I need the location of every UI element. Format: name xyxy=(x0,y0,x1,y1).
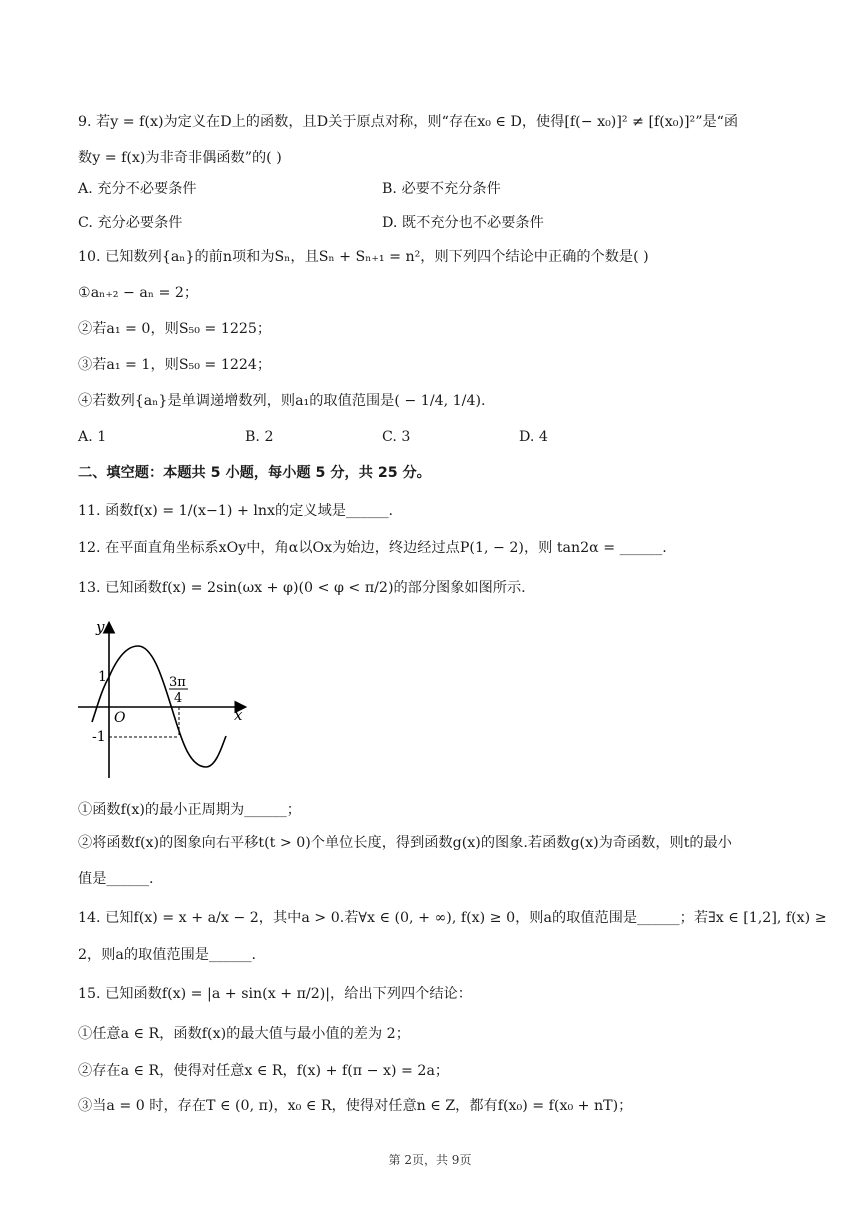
y-axis-label: y xyxy=(96,618,105,636)
q9-option-c: C. 充分必要条件 xyxy=(78,215,183,231)
q10-option-c: C. 3 xyxy=(382,429,411,445)
q9-line1: 9. 若y = f(x)为定义在D上的函数，且D关于原点对称，则“存在x₀ ∈ D，使得[f(− x₀)]² ≠ [f(x₀)]²”是“函 xyxy=(78,114,739,130)
q15-item-1: ①任意a ∈ R，函数f(x)的最大值与最小值的差为 2； xyxy=(78,1026,410,1042)
q10-item-2: ②若a₁ = 0，则S₅₀ = 1225； xyxy=(78,321,272,337)
q9-line2: 数y = f(x)为非奇非偶函数”的( ) xyxy=(78,150,282,166)
q9-option-a: A. 充分不必要条件 xyxy=(78,181,197,197)
q13-stem: 13. 已知函数f(x) = 2sin(ωx + φ)(0 < φ < π/2)的部分图象如图所示. xyxy=(78,580,526,596)
tick-label-3pi-numerator: 3π xyxy=(169,675,186,690)
q10-option-b: B. 2 xyxy=(245,429,274,445)
q14-line1: 14. 已知f(x) = x + a/x − 2，其中a > 0.若∀x ∈ (0, + ∞), f(x) ≥ 0，则a的取值范围是______；若∃x ∈ [1,2], f(x) ≥ xyxy=(78,910,827,926)
q13-sine-graph xyxy=(76,614,256,784)
q13-item-2-line2: 值是______. xyxy=(78,871,154,887)
q10-item-1: ①aₙ₊₂ − aₙ = 2； xyxy=(78,285,199,301)
q10-option-d: D. 4 xyxy=(519,429,548,445)
q12: 12. 在平面直角坐标系xOy中，角α以Ox为始边，终边经过点P(1, − 2)，则 tan2α = ______. xyxy=(78,540,667,556)
q9-option-d: D. 既不充分也不必要条件 xyxy=(382,215,544,231)
q13-item-2-line1: ②将函数f(x)的图象向右平移t(t > 0)个单位长度，得到函数g(x)的图象.若函数g(x)为奇函数，则t的最小 xyxy=(78,835,732,851)
q9-option-b: B. 必要不充分条件 xyxy=(382,181,501,197)
q10-option-a: A. 1 xyxy=(78,429,107,445)
tick-label-neg1: -1 xyxy=(92,729,106,745)
q10-stem: 10. 已知数列{aₙ}的前n项和为Sₙ，且Sₙ + Sₙ₊₁ = n²，则下列四个结论中正确的个数是( ) xyxy=(78,249,649,265)
x-axis-label: x xyxy=(234,706,243,724)
section-heading-fill-in: 二、填空题：本题共 5 小题，每小题 5 分，共 25 分。 xyxy=(78,465,431,481)
q13-item-1: ①函数f(x)的最小正周期为______； xyxy=(78,802,301,818)
page-number: 第 2页，共 9页 xyxy=(388,1153,472,1167)
q15-stem: 15. 已知函数f(x) = |a + sin(x + π/2)|，给出下列四个结论： xyxy=(78,986,472,1002)
q11: 11. 函数f(x) = 1/(x−1) + lnx的定义域是______. xyxy=(78,503,394,519)
q14-line2: 2，则a的取值范围是______. xyxy=(78,947,257,963)
tick-label-1: 1 xyxy=(98,669,107,685)
q15-item-2: ②存在a ∈ R，使得对任意x ∈ R，f(x) + f(π − x) = 2a； xyxy=(78,1063,450,1079)
tick-label-3pi-denominator: 4 xyxy=(174,691,183,706)
q15-item-3: ③当a = 0 时，存在T ∈ (0, π)，x₀ ∈ R，使得对任意n ∈ Z，都有f(x₀) = f(x₀ + nT)； xyxy=(78,1098,633,1114)
q10-item-4: ④若数列{aₙ}是单调递增数列，则a₁的取值范围是( − 1/4, 1/4). xyxy=(78,393,486,409)
origin-label: O xyxy=(114,710,126,726)
q10-item-3: ③若a₁ = 1，则S₅₀ = 1224； xyxy=(78,357,272,373)
